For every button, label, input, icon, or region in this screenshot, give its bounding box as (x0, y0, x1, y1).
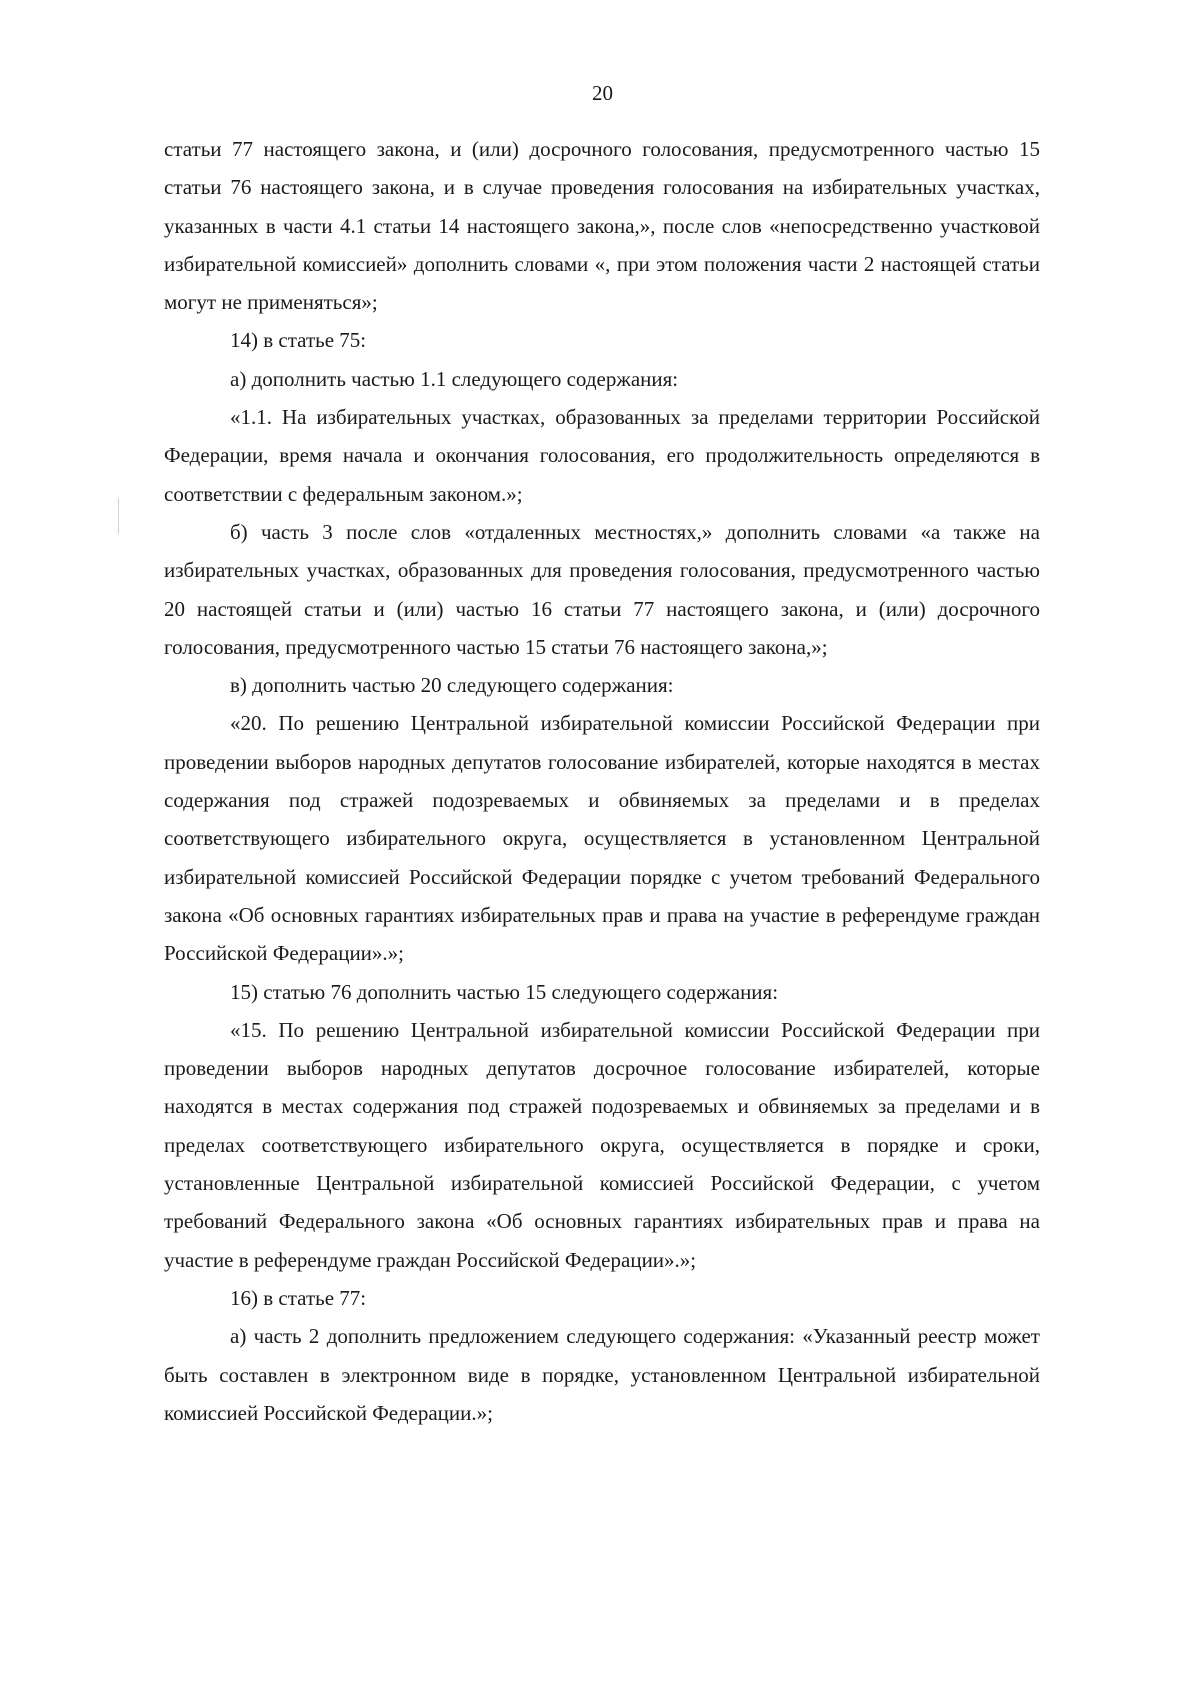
paragraph-item-14b: б) часть 3 после слов «отдаленных местностях,» дополнить словами «а также на избирательных участках, образованных для проведения голосования, предусмотренного частью 20 настоящей статьи и (или) частью 16 статьи 77 настоящего закона, и (или) досрочного голосования, предусмотренного частью 15 статьи 76 настоящего закона,»; (164, 519, 1040, 659)
document-body (164, 130, 1040, 1432)
paragraph-item-14a: а) дополнить частью 1.1 следующего содержания: (230, 366, 679, 391)
paragraph-quote-20: «20. По решению Центральной избирательной комиссии Российской Федерации при проведении выборов народных депутатов голосование избирателей, которые находятся в местах содержания под стражей подозреваемых и обвиняемых за пределами и в пределах соответствующего избирательного округа, осуществляется в установленном Центральной избирательной комиссией Российской Федерации порядке с учетом требований Федерального закона «Об основных гарантиях избирательных прав и права на участие в референдуме граждан Российской Федерации».»; (164, 711, 1040, 966)
paragraph-quote-1-1: «1.1. На избирательных участках, образованных за пределами территории Российской Федерации, время начала и окончания голосования, его продолжительность определяются в соответствии с федеральным законом.»; (164, 405, 1040, 506)
paragraph-item-16a: а) часть 2 дополнить предложением следующего содержания: «Указанный реестр может быть составлен в электронном виде в порядке, установленном Центральной избирательной комиссией Российской Федерации.»; (164, 1324, 1040, 1425)
scan-artifact-mark (118, 498, 119, 534)
paragraph-quote-15: «15. По решению Центральной избирательной комиссии Российской Федерации при проведении выборов народных депутатов досрочное голосование избирателей, которые находятся в местах содержания под стражей подозреваемых и обвиняемых за пределами и в пределах соответствующего избирательного округа, осуществляется в порядке и сроки, установленные Центральной избирательной комиссией Российской Федерации, с учетом требований Федерального закона «Об основных гарантиях избирательных прав и права на участие в референдуме граждан Российской Федерации».»; (164, 1017, 1040, 1272)
paragraph-continuation: статьи 77 настоящего закона, и (или) досрочного голосования, предусмотренного частью 15 статьи 76 настоящего закона, и в случае проведения голосования на избирательных участках, указанных в части 4.1 статьи 14 настоящего закона,», после слов «непосредственно участковой избирательной комиссией» дополнить словами «, при этом положения части 2 настоящей статьи могут не применяться»; (164, 137, 1040, 315)
paragraph-item-14: 14) в статье 75: (230, 328, 367, 353)
paragraph-item-15: 15) статью 76 дополнить частью 15 следующего содержания: (230, 979, 779, 1004)
paragraph-item-16: 16) в статье 77: (230, 1285, 367, 1310)
page-number: 20 (592, 81, 613, 105)
paragraph-item-14v: в) дополнить частью 20 следующего содержания: (230, 673, 674, 698)
